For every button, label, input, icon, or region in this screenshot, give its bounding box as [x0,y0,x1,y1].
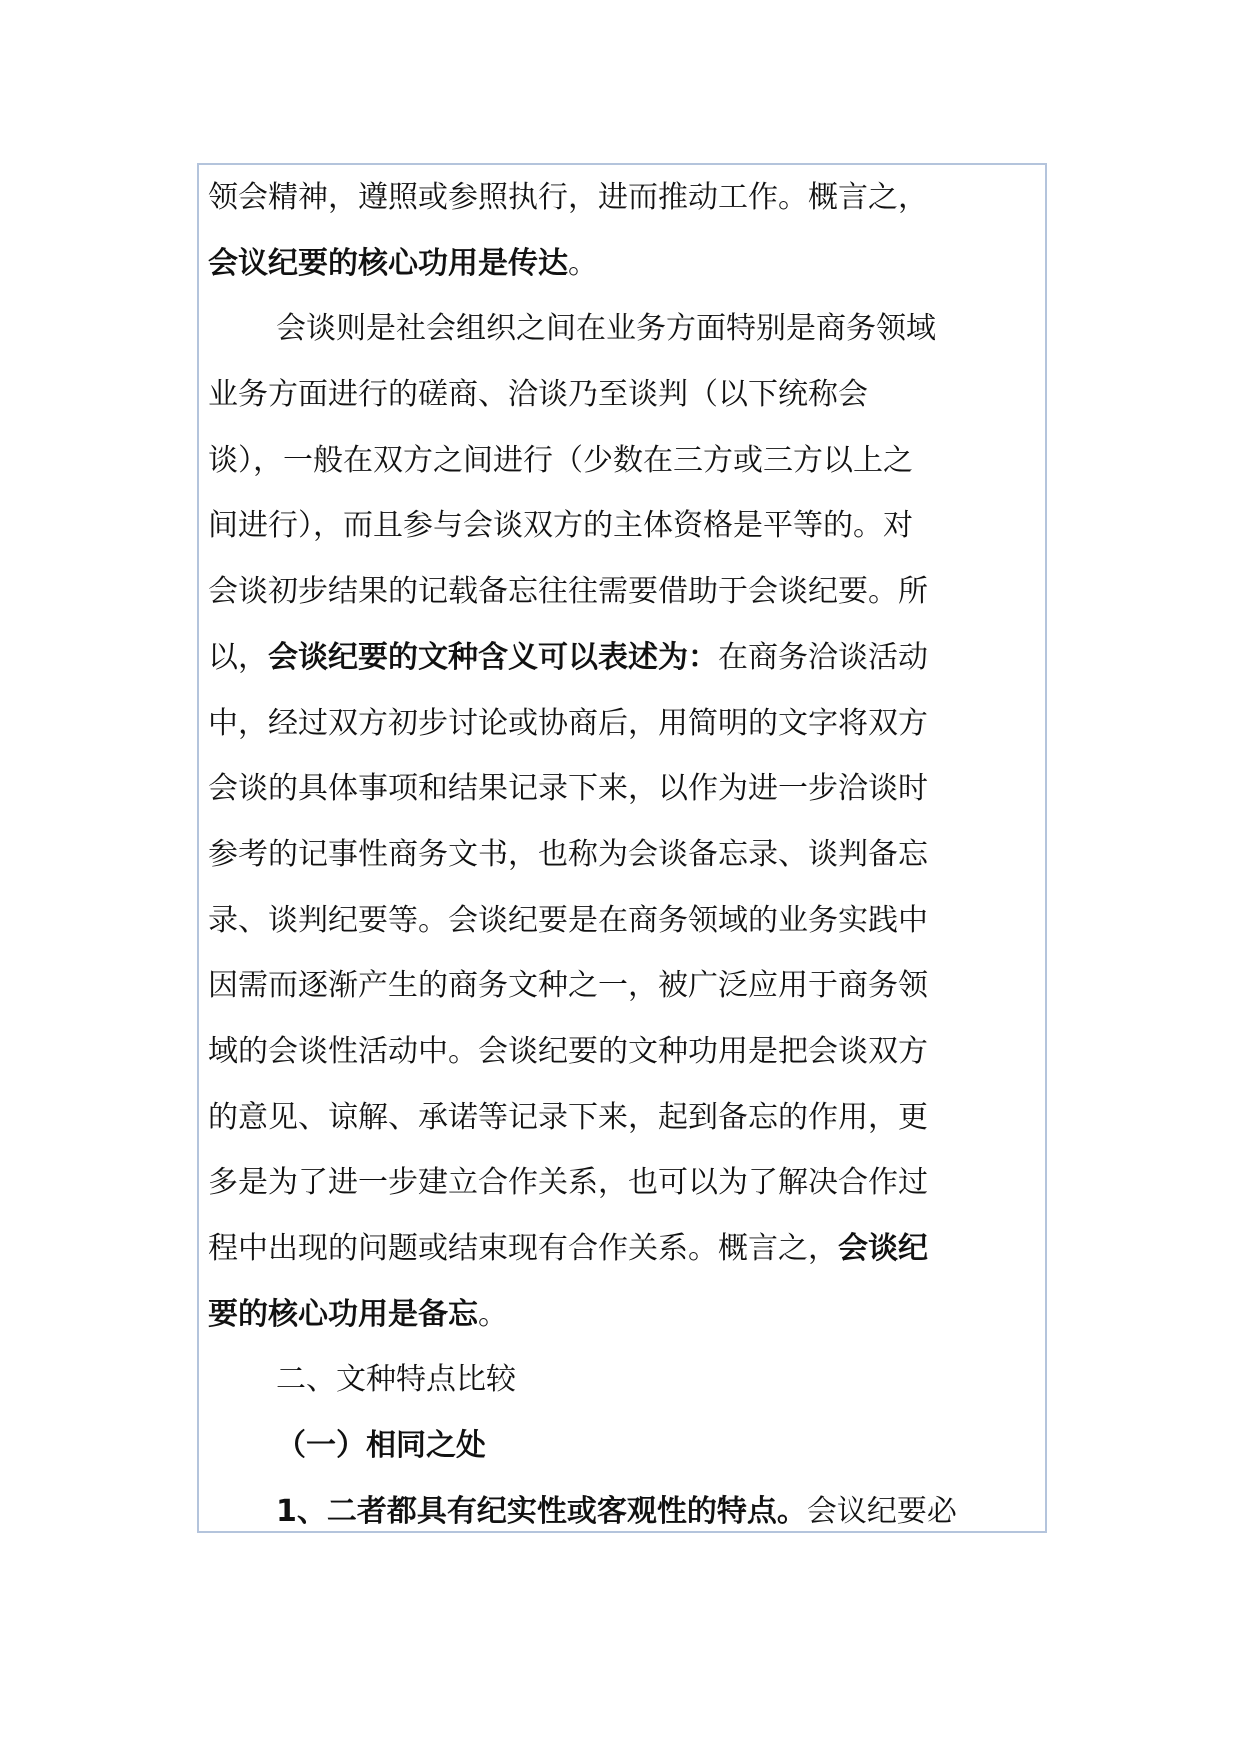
bold-text-run: 会谈纪 [838,1231,928,1266]
text-run: 参考的记事性商务文书，也称为会谈备忘录、谈判备忘 [208,836,928,872]
bold-text-run: （一）相同之处 [276,1428,486,1464]
text-run: 间进行），而且参与会谈双方的主体资格是平等的。对 [208,508,913,544]
text-line [208,165,1053,231]
text-line [208,559,1053,625]
paragraph-start-line [208,1479,1053,1545]
bold-text-run: 要的核心功用是备忘 [208,1296,478,1332]
text-line [208,756,1053,822]
text-line [208,362,1053,428]
text-run: 。 [568,245,598,281]
text-run: 二、文种特点比较 [276,1362,516,1398]
text-run: 谈），一般在双方之间进行（少数在三方或三方以上之 [208,442,913,478]
section-heading [208,1347,1053,1413]
document-body [208,165,1053,1544]
text-run: 以， [208,639,268,675]
text-line [208,691,1053,757]
bold-text-run: 会议纪要的核心功用是传达 [208,245,568,281]
text-line [208,428,1053,494]
subsection-heading [208,1413,1053,1479]
text-line [208,1282,1053,1348]
text-run: 会谈初步结果的记载备忘往往需要借助于会谈纪要。所 [208,574,928,610]
bold-text-run: 1、二者都具有纪实性或客观性的特点。 [276,1493,807,1529]
text-line [208,493,1053,559]
text-run: 域的会谈性活动中。会谈纪要的文种功用是把会谈双方 [208,1033,928,1069]
text-run: 会议纪要必 [806,1493,957,1529]
text-run: 会谈的具体事项和结果记录下来，以作为进一步洽谈时 [208,771,928,807]
bold-text-run: 会谈纪要的文种含义可以表述为： [268,639,718,675]
text-run: 在商务洽谈活动 [718,639,928,675]
text-line [208,888,1053,954]
text-line [208,231,1053,297]
text-run: 程中出现的问题或结束现有合作关系。概言之， [208,1231,838,1266]
text-run: 的意见、谅解、承诺等记录下来，起到备忘的作用，更 [208,1099,928,1135]
text-run: 中，经过双方初步讨论或协商后，用简明的文字将双方 [208,705,928,741]
text-run: 录、谈判纪要等。会谈纪要是在商务领域的业务实践中 [208,902,928,938]
text-run: 领会精神，遵照或参照执行，进而推动工作。概言之， [208,180,928,215]
text-run: 因需而逐渐产生的商务文种之一，被广泛应用于商务领 [208,968,928,1004]
paragraph-start-line [208,296,1053,362]
text-line [208,1150,1053,1216]
text-line [208,1085,1053,1151]
text-line [208,625,1053,691]
text-run: 会谈则是社会组织之间在业务方面特别是商务领域 [276,311,936,347]
text-run: 多是为了进一步建立合作关系，也可以为了解决合作过 [208,1165,928,1201]
text-run: 。 [478,1296,508,1332]
text-line [208,822,1053,888]
text-line [208,1216,1053,1282]
text-run: 业务方面进行的磋商、洽谈乃至谈判（以下统称会 [208,377,868,413]
text-line [208,953,1053,1019]
text-line [208,1019,1053,1085]
